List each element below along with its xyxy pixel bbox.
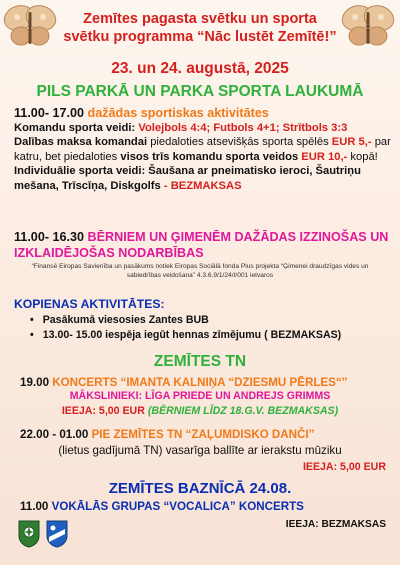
family-time: 11.00- 16.30 <box>14 230 85 244</box>
title-line1: Zemītes pagasta svētku un sporta <box>83 11 317 27</box>
park-heading: PILS PARKĀ UN PARKA SPORTA LAUKUMĀ <box>36 83 364 100</box>
kopienas-heading: KOPIENAS AKTIVITĀTES: <box>14 297 165 311</box>
title-line2: svētku programma “Nāc lustēt Zemītē!” <box>63 29 337 45</box>
family-title: BĒRNIEM UN ĢIMENĒM DAŽĀDAS IZZINOŠAS UN IZKLAIDĒJOŠAS NODARBĪBAS <box>14 230 389 260</box>
funding-note: “Finansē Eiropas Savienība un pasākums notiek Eiropas Sociālā fonda Plus projekta “Ģimenei draudzīgas vides un sabiedrības veidošana” 4.3.6.9/1/24/I/001 ietvaros <box>31 263 369 279</box>
sports-title: dažādas sportiskas aktivitātes <box>87 106 269 120</box>
individual-sports: Individuālie sporta veidi: Šaušana ar pneimatisko ieroci, Šautriņu mešana, Trīscīņa, Diskgolfs - BEZMAKSAS <box>14 165 361 192</box>
church-heading: ZEMĪTES BAZNĪCĀ 24.08. <box>108 480 292 497</box>
sports-heading <box>14 106 392 121</box>
family-section <box>14 230 392 261</box>
butterfly-icon <box>2 2 58 50</box>
participation-fee: Dalības maksa komandai piedaloties atsevišķās sporta spēlēs EUR 5,- par katru, bet piedaloties visos trīs komandu sporta veidos EUR 10,- kopā! <box>14 136 391 163</box>
coat-of-arms-icon <box>18 520 40 548</box>
tn-heading: ZEMĪTES TN <box>153 353 247 370</box>
list-item: • Pasākumā viesosies Zantes BUB <box>30 313 341 328</box>
title <box>62 10 338 46</box>
sports-section <box>14 106 392 193</box>
sports-time: 11.00- 17.00 <box>14 106 85 120</box>
event-dates: 23. un 24. augustā, 2025 <box>111 60 289 77</box>
team-sports: Komandu sporta veidi: Volejbols 4:4; Futbols 4+1; Strītbols 3:3 <box>14 121 348 134</box>
rain-note: (lietus gadījumā TN) vasarīga ballīte ar ierakstu mūziku <box>58 444 342 457</box>
coat-of-arms-icon <box>46 520 68 548</box>
church-entry: IEEJA: BEZMAKSAS <box>285 519 386 530</box>
list-item: • 13.00- 15.00 iespēja iegūt hennas zīmējumu ( BEZMAKSAS) <box>30 328 341 343</box>
disco-line: 22.00 - 01.00 PIE ZEMĪTES TN “ZAĻUMDISKO DANČI” <box>20 428 315 441</box>
concert-entry: IEEJA: 5,00 EUR (BĒRNIEM LĪDZ 18.G.V. BEZMAKSAS) <box>61 405 339 417</box>
disco-entry: IEEJA: 5,00 EUR <box>302 461 386 473</box>
butterfly-icon <box>340 2 396 50</box>
concert-line: 19.00 KONCERTS “IMANTA KALNIŅA “DZIESMU PĒRLES“” <box>20 376 348 389</box>
kopienas-list <box>30 313 341 343</box>
artists: MĀKSLINIEKI: LĪGA PRIEDE UN ANDREJS GRIMMS <box>69 390 331 402</box>
church-concert: 11.00 VOKĀLĀS GRUPAS “VOCALICA” KONCERTS <box>20 500 304 513</box>
